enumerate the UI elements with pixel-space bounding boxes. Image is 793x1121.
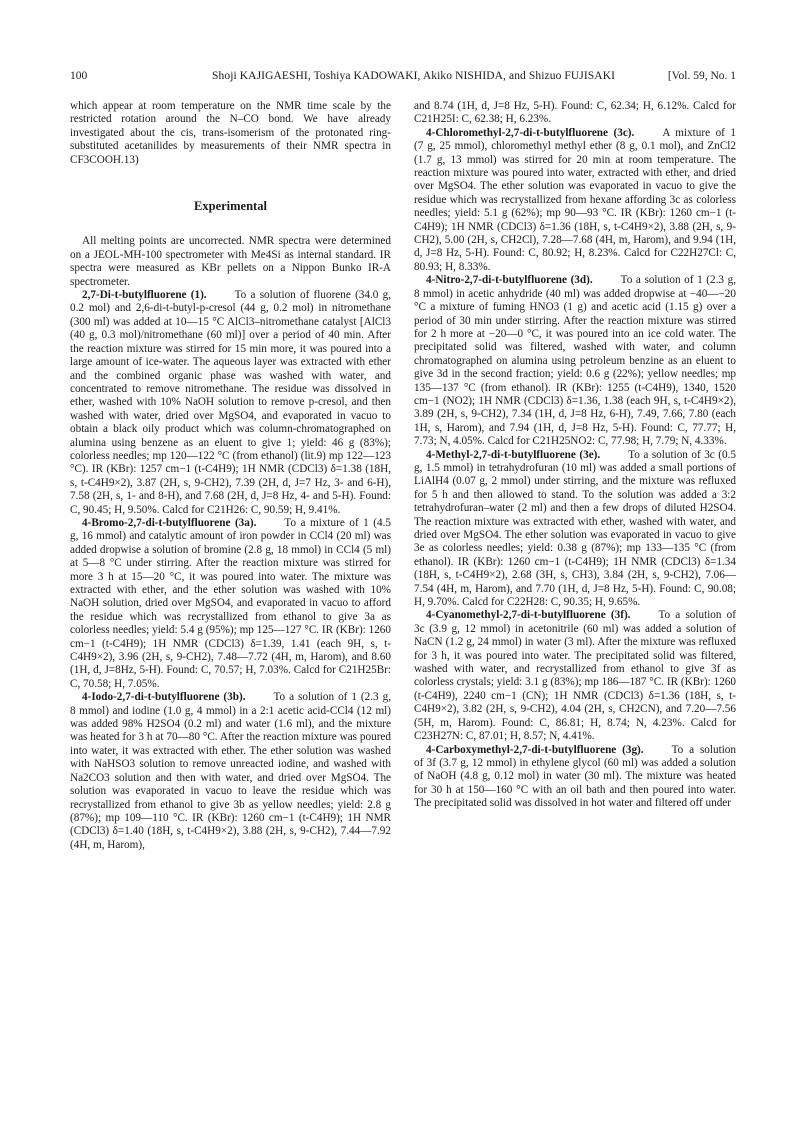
compound-3e-paragraph bbox=[414, 449, 736, 610]
compound-3e-title: 4-Methyl-2,7-di-t-butylfluorene (3e). bbox=[426, 448, 601, 461]
left-column bbox=[70, 100, 391, 1100]
continued-paragraph: and 8.74 (1H, d, J=8 Hz, 5-H). Found: C, 62.34; H, 6.12%. Calcd for C21H25I: C, 62.38; H, 6.23%. bbox=[414, 100, 736, 126]
compound-3g-text: To a solution of 3f (3.7 g, 12 mmol) in ethylene glycol (60 ml) was added a solution of NaOH (4.8 g, 0.12 mol) in water (30 ml). The mixture was heated for 30 h at 150—160 °C with an oil bath and then poured into water. The precipitated solid was dissolved in hot water and filtered off under bbox=[414, 743, 736, 810]
compound-3f-title: 4-Cyanomethyl-2,7-di-t-butylfluorene (3f). bbox=[426, 609, 631, 622]
section-heading-experimental: Experimental bbox=[194, 199, 267, 214]
compound-3c-text: A mixture of 1 (7 g, 25 mmol), chloromethyl methyl ether (8 g, 0.1 mol), and ZnCl2 (1.7 g, 13 mmol) was stirred for 20 min at room temperature. The reaction mixture was poured into water, extracted with ether, and dried over MgSO4. The ether solution was evaporated in vacuo to give the residue which was recrystallized from hexane affording 3c as colorless needles; yield: 5.1 g (62%); mp 90—93 °C. IR (KBr): 1260 cm−1 (t-C4H9); 1H NMR (CDCl3) δ=1.36 (18H, s, t-C4H9×2), 3.88 (2H, s, 9-CH2), 5.00 (2H, s, CH2Cl), 7.28—7.68 (4H, m, Harom), and 9.94 (1H, d, J=8 Hz, 5-H). Found: C, 80.92; H, 8.23%. Calcd for C22H27Cl: C, 80.93; H, 8.33%. bbox=[414, 126, 736, 273]
running-header bbox=[70, 70, 736, 86]
right-column bbox=[414, 100, 736, 1100]
intro-paragraph: which appear at room temperature on the NMR time scale by the restricted rotation around the N–CO bond. We have already investigated about the cis, trans-isomerism of the protonated ring-substituted acetanilides by measurements of their NMR spectra in CF3COOH.13) bbox=[70, 100, 391, 166]
compound-3g-paragraph bbox=[414, 744, 736, 811]
compound-3d-text: To a solution of 1 (2.3 g, 8 mmol) in acetic anhydride (40 ml) was added dropwise at −40—−20 °C a mixture of fuming HNO3 (1 g) and acetic acid (1.15 g) over a period of 30 min under stirring. After the reaction mixture was stirred for 2 h more at −20—0 °C, it was poured into an ice cold water. The precipitated solid was filtered, washed with water, and column chromatographed on alumina using petroleum benzine as an eluent to give 3d in the second fraction; yield: 0.6 g (22%); yellow needles; mp 135—137 °C (from ethanol). IR (KBr): 1255 (t-C4H9), 1340, 1520 cm−1 (NO2); 1H NMR (CDCl3) δ=1.36, 1.38 (each 9H, s, t-C4H9×2), 3.89 (2H, s, 9-CH2), 7.34 (1H, d, J=8 Hz, 6-H), 7.49, 7.66, 7.80 (each 1H, s, Harom), and 7.94 (1H, d, J=8 Hz, 5-H). Found: C, 77.77; H, 7.73; N, 4.05%. Calcd for C21H25NO2: C, 77.98; H, 7.79; N, 4.33%. bbox=[414, 274, 736, 448]
compound-3b-paragraph bbox=[70, 691, 391, 852]
running-authors: Shoji KAJIGAESHI, Toshiya KADOWAKI, Akiko NISHIDA, and Shizuo FUJISAKI bbox=[212, 70, 616, 82]
compound-3b-title: 4-Iodo-2,7-di-t-butylfluorene (3b). bbox=[82, 691, 246, 704]
compound-3d-paragraph bbox=[414, 274, 736, 448]
compound-1-text: To a solution of fluorene (34.0 g, 0.2 mol) and 2,6-di-t-butyl-p-cresol (44 g, 0.2 mol) in nitromethane (300 ml) was added at 10—15 °C AlCl3–nitromethane catalyst [AlCl3 (40 g, 0.3 mol)/nitromethane (60 ml)] over a period of 40 min. After the reaction mixture was stirred for 15 min more, it was poured into a large amount of ice-water. The aqueous layer was extracted with ether and the combined organic phase was washed with water, and concentrated to remove nitromethane. The residue was dissolved in ether, washed with 10% NaOH solution to remove p-cresol, and then washed with water, dried over MgSO4, and evaporated in vacuo to obtain a black oily product which was column-chromatographed on alumina using benzene as an eluent to give 1; yield: 46 g (83%); colorless needles; mp 120—122 °C (from ethanol) (lit.9) mp 122—123 °C). IR (KBr): 1257 cm−1 (t-C4H9); 1H NMR (CDCl3) δ=1.38 (18H, s, t-C4H9×2), 3.87 (2H, s, 9-CH2), 7.39 (2H, d, J=7 Hz, 3- and 6-H), 7.58 (2H, s, 1- and 8-H), and 7.68 (2H, d, J=8 Hz, 4- and 5-H). Found: C, 90.45; H, 9.50%. Calcd for C21H26: C, 90.59; H, 9.41%. bbox=[70, 289, 391, 516]
compound-3a-text: To a mixture of 1 (4.5 g, 16 mmol) and catalytic amount of iron powder in CCl4 (20 ml) was added dropwise a solution of bromine (2.8 g, 18 mmol) in CCl4 (5 ml) at 5—8 °C under stirring. After the reaction mixture was stirred for more 3 h at 15—20 °C, it was poured into water. The mixture was extracted with ether, and the ether solution was washed with 10% NaOH solution, dried over MgSO4, and evaporated in vacuo to afford the residue which was recrystallized from ethanol to give 3a as colorless needles; yield: 5.4 g (95%); mp 125—127 °C. IR (KBr): 1260 cm−1 (t-C4H9); 1H NMR (CDCl3) δ=1.39, 1.41 (each 9H, s, t-C4H9×2), 3.96 (2H, s, 9-CH2), 7.48—7.72 (4H, m, Harom), and 8.60 (1H, d, J=8Hz, 5-H). Found: C, 70.57; H, 7.03%. Calcd for C21H25Br: C, 70.58; H, 7.05%. bbox=[70, 516, 391, 690]
compound-1-paragraph bbox=[70, 289, 391, 517]
compound-3f-text: To a solution of 3c (3.9 g, 12 mmol) in acetonitrile (60 ml) was added a solution of NaCN (1.2 g, 24 mmol) in water (3 ml). After the mixture was refluxed for 3 h, it was poured into water. The precipitated solid was filtered, washed with water, and recrystallized from ethanol to give 3f as colorless crystals; yield: 3.1 g (83%); mp 186—187 °C. IR (KBr): 1260 (t-C4H9), 2240 cm−1 (CN); 1H NMR (CDCl3) δ=1.36 (18H, s, t-C4H9×2), 3.82 (2H, s, 9-CH2), 4.04 (2H, s, CH2CN), and 7.20—7.56 (5H, m, Harom). Found: C, 86.81; H, 8.74; N, 4.23%. Calcd for C23H27N: C, 87.01; H, 8.57; N, 4.41%. bbox=[414, 609, 736, 743]
page-number: 100 bbox=[70, 70, 88, 82]
compound-3e-text: To a solution of 3c (0.5 g, 1.5 mmol) in tetrahydrofuran (10 ml) was added a small portions of LiAlH4 (0.07 g, 2 mmol) under stirring, and the mixture was refluxed for 5 h and then allowed to stand. To the solution was added a 3:2 tetrahydrofuran–water (2 ml) and then a few drops of diluted H2SO4. The reaction mixture was extracted with ether, washed with water, and dried over MgSO4. The ether solution was evaporated in vacuo to give 3e as colorless needles; yield: 0.38 g (87%); mp 133—135 °C (from ethanol). IR (KBr): 1260 cm−1 (t-C4H9); 1H NMR (CDCl3) δ=1.34 (18H, s, t-C4H9×2), 2.68 (3H, s, CH3), 3.84 (2H, s, 9-CH2), 7.06—7.54 (4H, m, Harom), and 7.70 (1H, d, J=8 Hz, 5-H). Found: C, 90.08; H, 9.70%. Calcd for C22H28: C, 90.35; H, 9.65%. bbox=[414, 448, 736, 609]
compound-3c-paragraph bbox=[414, 127, 736, 274]
compound-1-title: 2,7-Di-t-butylfluorene (1). bbox=[82, 289, 207, 302]
compound-3d-title: 4-Nitro-2,7-di-t-butylfluorene (3d). bbox=[426, 274, 593, 287]
compound-3a-title: 4-Bromo-2,7-di-t-butylfluorene (3a). bbox=[82, 516, 257, 529]
compound-3b-text: To a solution of 1 (2.3 g, 8 mmol) and iodine (1.0 g, 4 mmol) in a 2:1 acetic acid-CCl4 (12 ml) was added 98% H2SO4 (0.2 ml) and water (1.6 ml), and the mixture was heated for 3 h at 70—80 °C. After the reaction mixture was poured into water, it was extracted with ether. The ether solution was washed with NaHSO3 solution to remove unreacted iodine, and washed with Na2CO3 solution and then with water, and dried over MgSO4. The solution was evaporated in vacuo to leave the residue which was recrystallized from ethanol to give 3b as yellow needles; yield: 2.8 g (87%); mp 109—110 °C. IR (KBr): 1260 cm−1 (t-C4H9); 1H NMR (CDCl3) δ=1.40 (18H, s, t-C4H9×2), 3.88 (2H, s, 9-CH2), 7.44—7.92 (4H, m, Harom), bbox=[70, 691, 391, 851]
compound-3g-title: 4-Carboxymethyl-2,7-di-t-butylfluorene (3g). bbox=[426, 743, 644, 756]
compound-3f-paragraph bbox=[414, 609, 736, 743]
compound-3c-title: 4-Chloromethyl-2,7-di-t-butylfluorene (3c). bbox=[426, 126, 635, 139]
general-methods-paragraph: All melting points are uncorrected. NMR spectra were determined on a JEOL-MH-100 spectrometer with Me4Si as internal standard. IR spectra were measured as KBr pellets on a Nippon Bunko IR-A spectrometer. bbox=[70, 235, 391, 288]
volume-info: [Vol. 59, No. 1 bbox=[667, 70, 736, 82]
compound-3a-paragraph bbox=[70, 517, 391, 691]
